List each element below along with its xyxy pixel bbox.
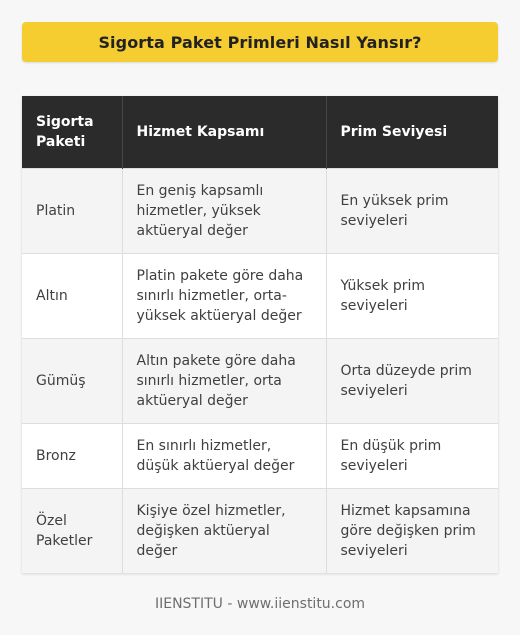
table-row [22,254,498,339]
table-row [22,489,498,574]
cell-package: Platin [22,169,122,254]
footer-credit: IIENSTITU - www.iienstitu.com [154,596,366,612]
cell-premium: En yüksek prim seviyeleri [326,169,498,254]
cell-scope: En geniş kapsamlı hizmetler, yüksek aktüeryal değer [122,169,326,254]
table-row [22,339,498,424]
cell-premium: Orta düzeyde prim seviyeleri [326,339,498,424]
cell-package: Özel Paketler [22,489,122,574]
page-title: Sigorta Paket Primleri Nasıl Yansır? [22,22,498,62]
cell-scope: Kişiye özel hizmetler, değişken aktüeryal değer [122,489,326,574]
table-row [22,424,498,489]
table-header [22,96,498,169]
cell-scope: En sınırlı hizmetler, düşük aktüeryal değer [122,424,326,489]
cell-package: Gümüş [22,339,122,424]
table-row [22,169,498,254]
cell-package: Bronz [22,424,122,489]
comparison-table [22,96,498,573]
cell-premium: Hizmet kapsamına göre değişken prim seviyeleri [326,489,498,574]
cell-premium: Yüksek prim seviyeleri [326,254,498,339]
insurance-premium-table [22,96,498,573]
cell-scope: Altın pakete göre daha sınırlı hizmetler, orta aktüeryal değer [122,339,326,424]
header-row [22,96,498,169]
header-package: Sigorta Paketi [22,96,122,169]
header-premium: Prim Seviyesi [326,96,498,169]
header-scope: Hizmet Kapsamı [122,96,326,169]
cell-scope: Platin pakete göre daha sınırlı hizmetler, orta-yüksek aktüeryal değer [122,254,326,339]
cell-package: Altın [22,254,122,339]
table-body [22,169,498,574]
cell-premium: En düşük prim seviyeleri [326,424,498,489]
